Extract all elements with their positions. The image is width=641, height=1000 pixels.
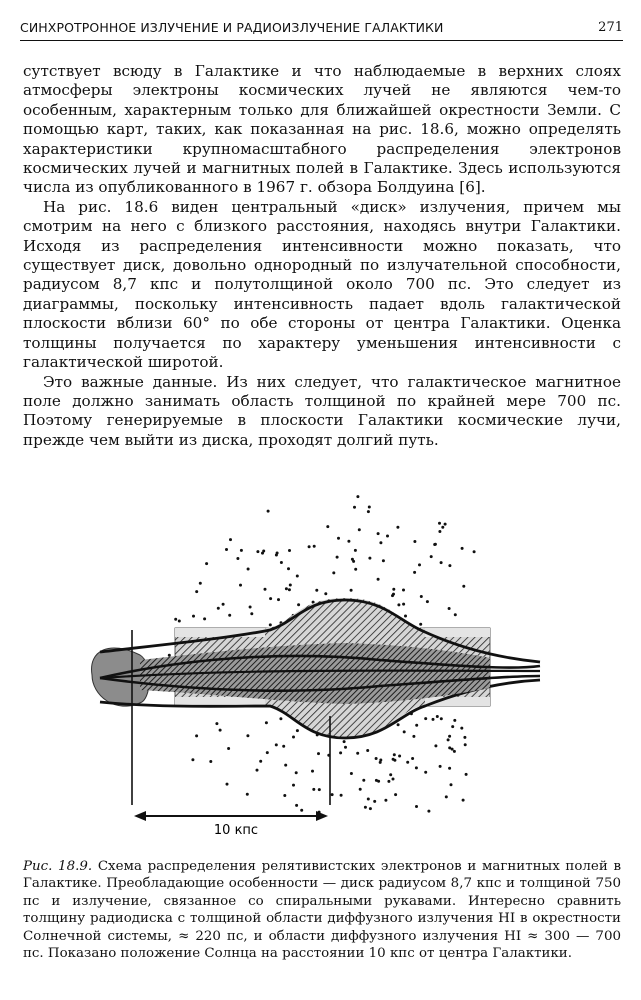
running-title: СИНХРОТРОННОЕ ИЗЛУЧЕНИЕ И РАДИОИЗЛУЧЕНИЕ ГАЛАКТИКИ <box>20 20 444 35</box>
scale-arrow-right-head <box>316 811 328 821</box>
emission-dot <box>246 793 249 796</box>
emission-dot <box>441 526 444 529</box>
emission-dot <box>448 735 451 738</box>
emission-dot <box>356 752 359 755</box>
emission-dot <box>308 545 311 548</box>
emission-dot <box>384 799 387 802</box>
emission-dot <box>398 755 401 758</box>
emission-dot <box>462 585 465 588</box>
emission-dot <box>379 761 382 764</box>
emission-dot <box>311 770 314 773</box>
emission-dot <box>397 603 400 606</box>
emission-dot <box>447 738 450 741</box>
emission-dot <box>219 729 222 732</box>
emission-dot <box>377 578 380 581</box>
emission-dot <box>246 734 249 737</box>
emission-dot <box>267 510 270 513</box>
emission-dot <box>174 618 177 621</box>
emission-dot <box>256 769 259 772</box>
emission-dot <box>195 734 198 737</box>
emission-dot <box>168 654 171 657</box>
emission-dot <box>295 771 298 774</box>
emission-dot <box>419 623 422 626</box>
figure-caption <box>23 858 621 962</box>
emission-dot <box>403 730 406 733</box>
emission-dot <box>228 614 231 617</box>
emission-dot <box>350 589 353 592</box>
emission-dot <box>359 788 362 791</box>
galaxy-diagram-figure <box>80 480 580 840</box>
emission-dot <box>261 552 264 555</box>
emission-dot <box>430 555 433 558</box>
emission-dot <box>317 752 320 755</box>
emission-dot <box>424 771 427 774</box>
emission-dot <box>438 530 441 533</box>
emission-dot <box>375 757 378 760</box>
emission-dot <box>375 779 378 782</box>
emission-dot <box>226 783 229 786</box>
emission-dot <box>393 753 396 756</box>
emission-dot <box>396 526 399 529</box>
emission-dot <box>324 592 327 595</box>
emission-dot <box>448 564 451 567</box>
emission-dot <box>192 615 195 618</box>
emission-dot <box>285 587 288 590</box>
emission-dot <box>259 760 262 763</box>
emission-dot <box>256 550 259 553</box>
emission-dot <box>354 549 357 552</box>
emission-dot <box>387 780 390 783</box>
emission-dot <box>450 783 453 786</box>
emission-dot <box>276 552 279 555</box>
emission-dot <box>440 561 443 564</box>
emission-dot <box>424 717 427 720</box>
emission-dot <box>373 800 376 803</box>
emission-dot <box>296 575 299 578</box>
emission-dot <box>402 589 405 592</box>
emission-dot <box>379 541 382 544</box>
emission-dot <box>336 556 339 559</box>
emission-dot <box>269 623 272 626</box>
emission-dot <box>217 607 220 610</box>
emission-dot <box>434 543 437 546</box>
emission-dot <box>350 772 353 775</box>
emission-dot <box>339 751 342 754</box>
emission-dot <box>448 746 451 749</box>
emission-dot <box>364 806 367 809</box>
emission-dot <box>292 736 295 739</box>
emission-dot <box>393 759 396 762</box>
emission-dot <box>392 778 395 781</box>
body-text <box>23 62 621 450</box>
emission-dot <box>326 525 329 528</box>
emission-dot <box>225 548 228 551</box>
paragraph-1: сутствует всюду в Галактике и что наблюдаемые в верхних слоях атмосферы электроны космических лучей не являются чем-то особенным, характерным только для ближайшей окрестности Земли. С помощью карт, таких, как показанная на рис. 18.6, можно определять характеристики крупномасштабного распределения электронов космических лучей и магнитных полей в Галактике. Здесь используются числа из опубликованного в 1967 г. обзора Болдуина [6]. <box>23 62 621 197</box>
paragraph-2: На рис. 18.6 виден центральный «диск» излучения, причем мы смотрим на него с близкого расстояния, находясь внутри Галактики. Исходя из распределения интенсивности можно показать, что существует диск, довольно однородный по излучательной способности, радиусом 8,7 кпс и полутолщиной около 700 пс. Это следует из диаграммы, поскольку интенсивность падает вдоль галактической плоскости вблизи 60° по обе стороны от центра Галактики. Оценка толщины получается по характеру уменьшения интенсивности с галактической широтой. <box>23 197 621 372</box>
emission-dot <box>240 549 243 552</box>
emission-dot <box>229 538 232 541</box>
galaxy-diagram <box>80 480 580 840</box>
emission-dot <box>473 550 476 553</box>
emission-dot <box>451 725 454 728</box>
emission-dot <box>313 545 316 548</box>
emission-dot <box>269 597 272 600</box>
emission-dot <box>279 717 282 720</box>
emission-dot <box>354 568 357 571</box>
emission-dot <box>368 506 371 509</box>
emission-dot <box>420 595 423 598</box>
emission-dot <box>351 558 354 561</box>
emission-dot <box>340 794 343 797</box>
emission-dot <box>464 743 467 746</box>
emission-dot <box>353 506 356 509</box>
emission-dot <box>280 561 283 564</box>
emission-dot <box>402 603 405 606</box>
emission-dot <box>288 588 291 591</box>
emission-dot <box>315 589 318 592</box>
emission-dot <box>436 715 439 718</box>
emission-dot <box>465 773 468 776</box>
emission-dot <box>297 603 300 606</box>
emission-dot <box>300 809 303 812</box>
emission-dot <box>426 600 429 603</box>
emission-dot <box>337 537 340 540</box>
emission-dot <box>463 736 466 739</box>
emission-dot <box>266 751 269 754</box>
emission-dot <box>397 723 400 726</box>
emission-dot <box>236 557 239 560</box>
emission-dot <box>392 593 395 596</box>
emission-dot <box>282 745 285 748</box>
emission-dot <box>415 805 418 808</box>
emission-dot <box>377 532 380 535</box>
emission-dot <box>440 717 443 720</box>
emission-dot <box>277 598 280 601</box>
scale-label: 10 кпс <box>213 823 259 838</box>
emission-dot <box>453 750 456 753</box>
emission-dot <box>249 606 252 609</box>
emission-dot <box>265 721 268 724</box>
emission-dot <box>287 567 290 570</box>
emission-dot <box>453 719 456 722</box>
emission-dot <box>295 804 298 807</box>
emission-dot <box>178 620 181 623</box>
emission-dot <box>413 540 416 543</box>
emission-dot <box>444 523 447 526</box>
emission-dot <box>448 607 451 610</box>
emission-dot <box>366 749 369 752</box>
running-header <box>20 18 623 41</box>
emission-dot <box>203 617 206 620</box>
emission-dot <box>288 549 291 552</box>
emission-dot <box>454 613 457 616</box>
caption-label: Рис. 18.9. <box>23 859 93 874</box>
emission-dot <box>438 522 441 525</box>
emission-dot <box>358 528 361 531</box>
emission-dot <box>462 799 465 802</box>
emission-dot <box>227 747 230 750</box>
emission-dot <box>222 603 225 606</box>
emission-dot <box>432 718 435 721</box>
emission-dot <box>382 559 385 562</box>
scale-arrow-left-head <box>134 811 146 821</box>
emission-dot <box>394 793 397 796</box>
emission-dot <box>415 724 418 727</box>
emission-dot <box>367 798 370 801</box>
emission-dot <box>427 810 430 813</box>
emission-dot <box>318 788 321 791</box>
emission-dot <box>460 727 463 730</box>
emission-dot <box>283 794 286 797</box>
emission-dot <box>199 582 202 585</box>
emission-dot <box>275 743 278 746</box>
emission-dot <box>191 758 194 761</box>
emission-dot <box>362 779 365 782</box>
emission-dot <box>369 807 372 810</box>
emission-dot <box>389 773 392 776</box>
emission-dot <box>250 612 253 615</box>
emission-dot <box>448 767 451 770</box>
emission-dot <box>332 571 335 574</box>
emission-dot <box>418 563 421 566</box>
emission-dot <box>415 766 418 769</box>
emission-dot <box>368 557 371 560</box>
emission-dot <box>284 764 287 767</box>
emission-dot <box>406 761 409 764</box>
emission-dot <box>264 588 267 591</box>
emission-dot <box>356 495 359 498</box>
emission-dot <box>404 615 407 618</box>
emission-dot <box>461 547 464 550</box>
emission-dot <box>439 765 442 768</box>
emission-dot <box>343 740 346 743</box>
emission-dot <box>195 590 198 593</box>
emission-dot <box>367 510 370 513</box>
emission-dot <box>209 760 212 763</box>
emission-dot <box>392 588 395 591</box>
emission-dot <box>347 540 350 543</box>
emission-dot <box>344 746 347 749</box>
emission-dot <box>434 744 437 747</box>
emission-dot <box>296 729 299 732</box>
emission-dot <box>445 795 448 798</box>
emission-dot <box>247 568 250 571</box>
emission-dot <box>215 722 218 725</box>
caption-text: Схема распределения релятивистских электронов и магнитных полей в Галактике. Преобладающие особенности — диск радиусом 8,7 кпс и толщиной 750 пс и излучение, связанное со спиральными рукавами. Интересно сравнить толщину радиодиска с толщиной области диффузного излучения HI в окрестности Солнечной системы, ≈ 220 пс, и области диффузного излучения HI ≈ 300 — 700 пс. Показано положение Солнца на расстоянии 10 кпс от центра Галактики. <box>23 859 621 962</box>
emission-dot <box>411 757 414 760</box>
emission-dot <box>312 788 315 791</box>
emission-dot <box>413 571 416 574</box>
emission-dot <box>239 584 242 587</box>
emission-dot <box>331 793 334 796</box>
emission-dot <box>205 562 208 565</box>
page-number: 271 <box>598 20 623 35</box>
emission-dot <box>292 784 295 787</box>
emission-dot <box>412 735 415 738</box>
emission-dot <box>289 584 292 587</box>
paragraph-3: Это важные данные. Из них следует, что галактическое магнитное поле должно занимать область толщиной по крайней мере 700 пс. Поэтому генерируемые в плоскости Галактики космические лучи, прежде чем выйти из диска, проходят долгий путь. <box>23 372 621 449</box>
emission-dot <box>386 535 389 538</box>
